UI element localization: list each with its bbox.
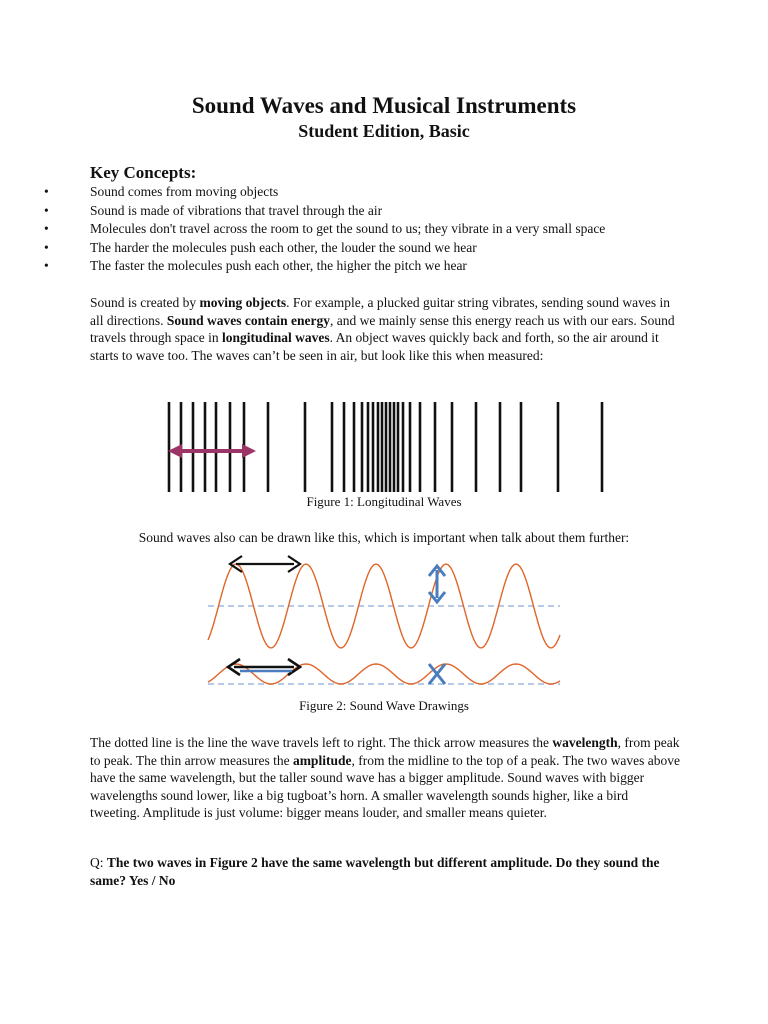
list-item: • The harder the molecules push each other, the louder the sound we hear: [44, 239, 477, 255]
list-item: • The faster the molecules push each other, the higher the pitch we hear: [44, 258, 467, 273]
bullet-icon: •: [44, 184, 49, 199]
figure2-intro-text: Sound waves also can be drawn like this, which is important when talk about them further:: [138, 530, 630, 545]
figure1-caption: Figure 1: Longitudinal Waves: [306, 494, 462, 509]
explanation-paragraph: The dotted line is the line the wave travels left to right. The thick arrow measures the wavelength, from peak to peak. The thin arrow measures the amplitude, from the midline to the top of a peak. The two waves above have the same wavelength, but the taller sound wave has a bigger amplitude. Sound waves with bigger wavelengths sound lower, like a big tugboat’s horn. A smaller wavelength sounds higher, like a bird tweeting. Amplitude is just volume: bigger means louder, and smaller means quieter.: [90, 735, 680, 820]
question-paragraph: Q: The two waves in Figure 2 have the same wavelength but different amplitude. Do they sound the same? Yes / No: [90, 855, 660, 888]
arrow-head-right-icon: [242, 444, 256, 458]
bullet-icon: •: [44, 202, 49, 218]
bullet-icon: •: [44, 221, 49, 236]
list-item: • Molecules don't travel across the room to get the sound to us; they vibrate in a very small space: [44, 221, 606, 236]
list-item: • Sound comes from moving objects: [44, 184, 279, 199]
longitudinal-wave-figure: [160, 398, 620, 494]
page-title: Sound Waves and Musical Instruments: [191, 93, 577, 118]
figure2-caption: Figure 2: Sound Wave Drawings: [299, 698, 469, 713]
key-concepts-heading: Key Concepts:: [90, 163, 197, 182]
page-subtitle: Student Edition, Basic: [298, 121, 470, 141]
key-concepts-list: [44, 184, 605, 277]
intro-paragraph: Sound is created by moving objects. For example, a plucked guitar string vibrates, sending sound waves in all directions. Sound waves contain energy, and we mainly sense this energy reach us with our ears. Sound travels through space in longitudinal waves. An object waves quickly back and forth, so the air around it starts to wave too. The waves can’t be seen in air, but look like this when measured:: [90, 295, 675, 363]
bullet-icon: •: [44, 239, 49, 255]
list-item: • Sound is made of vibrations that travel through the air: [44, 202, 383, 218]
sound-wave-figure: [200, 550, 570, 698]
bullet-icon: •: [44, 258, 49, 273]
